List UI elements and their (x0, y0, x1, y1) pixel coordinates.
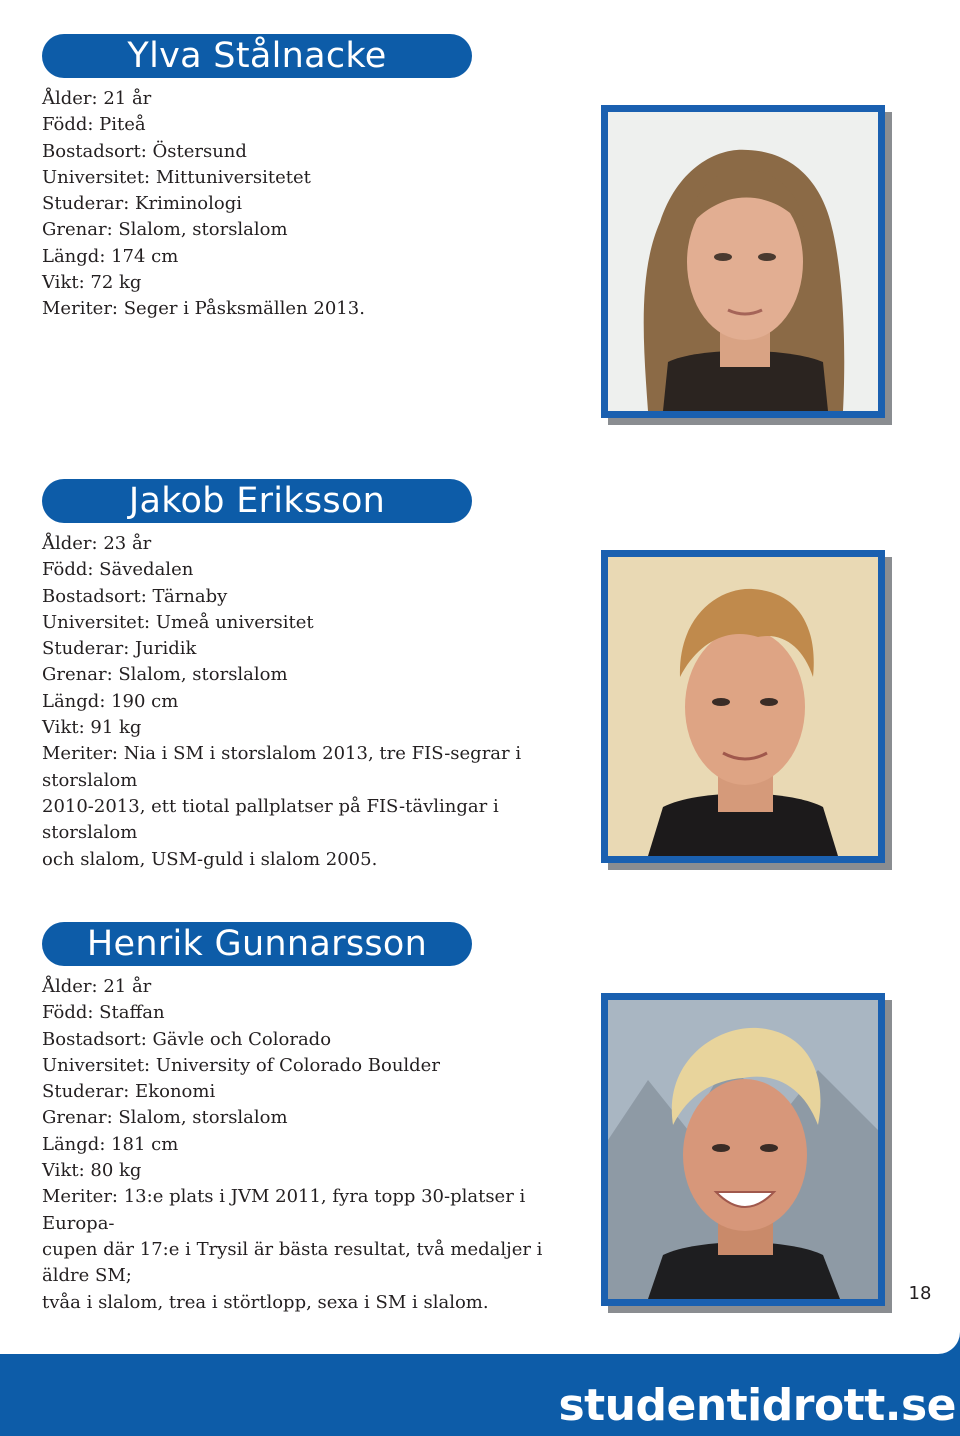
athlete-name-banner (42, 34, 472, 78)
info-merits-cont: tvåa i slalom, trea i störtlopp, sexa i SM i slalom. (42, 1291, 489, 1313)
info-residence: Bostadsort: Tärnaby (42, 585, 228, 607)
info-merits-cont: och slalom, USM-guld i slalom 2005. (42, 848, 378, 870)
info-university: Universitet: University of Colorado Boulder (42, 1054, 440, 1076)
athlete-name: Henrik Gunnarsson (86, 924, 428, 964)
athlete-name: Jakob Eriksson (128, 481, 386, 521)
info-height: Längd: 190 cm (42, 690, 179, 712)
info-studies: Studerar: Juridik (42, 638, 197, 660)
info-merits-cont: cupen där 17:e i Trysil är bästa resultat, två medaljer i äldre SM; (42, 1238, 543, 1287)
footer-brand-logo: studentidrott.se (558, 1380, 956, 1431)
info-studies: Studerar: Kriminologi (42, 193, 242, 215)
portrait-image (608, 557, 878, 856)
info-height: Längd: 181 cm (42, 1133, 179, 1155)
info-age: Ålder: 23 år (42, 533, 152, 554)
info-height: Längd: 174 cm (42, 245, 179, 267)
info-weight: Vikt: 91 kg (42, 717, 142, 739)
page-number: 18 (908, 1283, 932, 1304)
info-born: Född: Staffan (42, 1002, 165, 1024)
info-born: Född: Sävedalen (42, 559, 194, 581)
info-weight: Vikt: 80 kg (42, 1160, 142, 1182)
info-born: Född: Piteå (42, 114, 146, 136)
photo-frame (601, 550, 885, 863)
info-studies: Studerar: Ekonomi (42, 1081, 216, 1103)
info-merits: Meriter: Nia i SM i storslalom 2013, tre FIS-segrar i storslalom (42, 743, 522, 791)
info-merits: Meriter: 13:e plats i JVM 2011, fyra topp 30-platser i Europa- (42, 1186, 526, 1234)
athlete-info (42, 86, 582, 323)
athlete-name: Ylva Stålnacke (127, 36, 387, 76)
info-merits-cont: 2010-2013, ett tiotal pallplatser på FIS-tävlingar i storslalom (42, 795, 499, 844)
athlete-info (42, 531, 582, 873)
athlete-name-banner (42, 479, 472, 523)
info-age: Ålder: 21 år (42, 976, 152, 997)
athlete-info (42, 974, 582, 1316)
info-residence: Bostadsort: Gävle och Colorado (42, 1028, 332, 1050)
athlete-photo (601, 993, 885, 1306)
info-merits: Meriter: Seger i Påsksmällen 2013. (42, 298, 365, 320)
info-university: Universitet: Umeå universitet (42, 611, 314, 633)
athlete-photo (601, 105, 885, 418)
info-events: Grenar: Slalom, storslalom (42, 219, 288, 241)
athlete-photo (601, 550, 885, 863)
photo-frame (601, 993, 885, 1306)
info-events: Grenar: Slalom, storslalom (42, 1107, 288, 1129)
info-residence: Bostadsort: Östersund (42, 140, 247, 162)
info-weight: Vikt: 72 kg (42, 272, 142, 294)
portrait-image (608, 112, 878, 411)
portrait-image (608, 1000, 878, 1299)
info-age: Ålder: 21 år (42, 88, 152, 109)
photo-frame (601, 105, 885, 418)
info-events: Grenar: Slalom, storslalom (42, 664, 288, 686)
info-university: Universitet: Mittuniversitetet (42, 166, 311, 188)
athlete-name-banner (42, 922, 472, 966)
